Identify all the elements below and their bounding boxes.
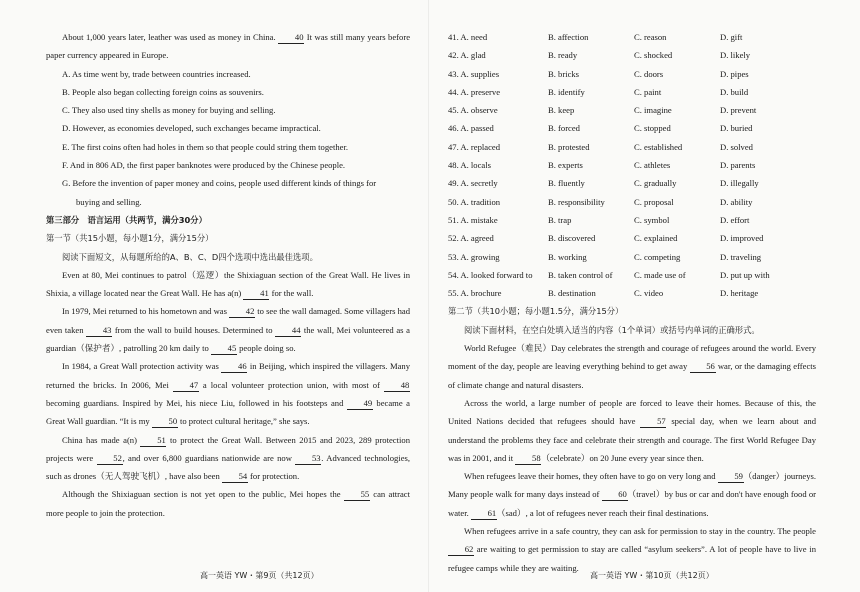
- choice-option: C. reason: [634, 32, 667, 42]
- passage-end-paragraph: [46, 28, 410, 65]
- blank-50: 50: [152, 415, 178, 428]
- section-one-instruction: 阅读下面短文，从每题所给的A、B、C、D四个选项中选出最佳选项。: [62, 251, 318, 262]
- text-segment: are waiting to get permission to stay are called “asylum seekers”. A lot of people have to live in refugee camps while they are waiting.: [448, 544, 816, 573]
- choice-option: B. forced: [548, 123, 580, 134]
- cloze-paragraph-2: [46, 302, 410, 357]
- cloze-choices-table: [448, 28, 816, 302]
- blank-55: 55: [344, 488, 370, 501]
- choice-option: D. gift: [720, 32, 743, 42]
- choice-option: B. working: [548, 251, 587, 262]
- text-segment: for protection.: [247, 471, 300, 482]
- blank-59: 59: [718, 470, 744, 483]
- choice-row: [448, 266, 816, 284]
- seven-choice-options: [46, 65, 410, 175]
- text-segment: for the wall.: [269, 288, 314, 299]
- choice-row: [448, 229, 816, 247]
- choice-option: D. pipes: [720, 68, 749, 79]
- option-item: C. They also used tiny shells as money for buying and selling.: [62, 105, 276, 116]
- choice-option: D. likely: [720, 50, 751, 61]
- cloze-paragraph-3: [46, 357, 410, 430]
- text-segment: Although the Shixiaguan section is not yet open to the public, Mei hopes the: [62, 489, 344, 500]
- choice-option: 45. A. observe: [448, 105, 498, 116]
- text-segment: （travel）by bus or car and don't have enough food or water.: [448, 489, 817, 518]
- choice-option: 55. A. brochure: [448, 288, 502, 299]
- choice-option: D. solved: [720, 141, 753, 152]
- blank-42: 42: [229, 305, 255, 318]
- choice-option: 51. A. mistake: [448, 214, 498, 225]
- choice-option: D. illegally: [720, 178, 759, 189]
- choice-option: 48. A. locals: [448, 160, 491, 171]
- choice-row: [448, 119, 816, 137]
- choice-option: 46. A. passed: [448, 123, 494, 134]
- text-segment: China has made a(n): [62, 434, 141, 445]
- choice-option: 43. A. supplies: [448, 68, 500, 79]
- grammar-paragraph-3: [448, 467, 816, 522]
- text-segment: from the wall to build houses. Determined to: [112, 324, 276, 335]
- text-segment: to protect the Great Wall. Between 2015 and 2023, 289 protection projects were: [46, 434, 410, 463]
- text-segment: World Refugee（难民）Day celebrates the strength and courage of refugees around the world. Every moment of the day, people are leaving everything behind to get away: [448, 343, 816, 372]
- choice-option: C. competing: [634, 251, 681, 262]
- choice-option: 41. A. need: [448, 32, 488, 42]
- section-one-heading: 第一节（共15小题，每小题1分，满分15分）: [46, 233, 214, 244]
- option-item: E. The first coins often had holes in them so that people could string them together.: [62, 141, 349, 152]
- choice-option: D. buried: [720, 123, 753, 134]
- choice-row: [448, 28, 816, 46]
- left-page: [46, 28, 410, 522]
- text-segment: When refugees arrive in a safe country, they can ask for permission to stay in the country. The people: [464, 526, 816, 537]
- blank-49: 49: [347, 397, 373, 410]
- choice-option: B. experts: [548, 160, 583, 171]
- choice-option: 53. A. growing: [448, 251, 500, 262]
- section-two-instruction: 阅读下面材料，在空白处填入适当的内容（1个单词）或括号内单词的正确形式。: [464, 324, 760, 335]
- text-segment: war, or the damaging effects of climate change and natural disasters.: [448, 361, 817, 390]
- cloze-paragraph-4: [46, 431, 410, 486]
- choice-option: C. established: [634, 141, 683, 152]
- blank-56: 56: [690, 360, 716, 373]
- blank-57: 57: [640, 415, 666, 428]
- text-segment: the wall, Mei volunteered as a guardian（保护者）, patrolling 20 km daily to: [46, 324, 410, 354]
- blank-60: 60: [602, 488, 628, 501]
- choice-option: C. stopped: [634, 123, 671, 134]
- choice-option: C. video: [634, 288, 664, 299]
- text-segment: （celebrate）on 20 June every year since then.: [541, 452, 704, 463]
- choice-row: [448, 46, 816, 64]
- grammar-paragraph-4: [448, 522, 816, 577]
- option-g: G. Before the invention of paper money and coins, people used different kinds of things for: [62, 178, 377, 189]
- choice-option: B. responsibility: [548, 196, 605, 207]
- text-segment: becoming guardians. Inspired by Mei, his niece Liu, followed in his footsteps and: [46, 397, 347, 408]
- choice-option: 47. A. replaced: [448, 141, 501, 152]
- choice-option: B. taken control of: [548, 269, 613, 280]
- text-segment: became a Great Wall guardian. “It is my: [46, 397, 410, 427]
- choice-option: D. parents: [720, 160, 756, 171]
- choice-option: 49. A. secretly: [448, 178, 498, 189]
- blank-43: 43: [86, 324, 112, 337]
- text-segment: In 1984, a Great Wall protection activity was: [62, 361, 222, 372]
- blank-53: 53: [295, 452, 321, 465]
- choice-option: B. discovered: [548, 233, 596, 244]
- blank-40: 40: [278, 31, 304, 44]
- choice-option: D. prevent: [720, 105, 757, 116]
- page-fold: [428, 0, 429, 592]
- choice-row: [448, 284, 816, 302]
- choice-option: D. traveling: [720, 251, 762, 262]
- text-segment: （sad）, a lot of refugees never reach their final destinations.: [496, 507, 709, 518]
- choice-option: C. made use of: [634, 269, 686, 280]
- choice-option: C. explained: [634, 233, 678, 244]
- text-segment: can attract more people to join the protection.: [46, 489, 410, 518]
- choice-row: [448, 211, 816, 229]
- choice-option: B. ready: [548, 50, 578, 61]
- text-segment: a local volunteer protection union, with most of: [198, 379, 384, 390]
- option-item: B. People also began collecting foreign coins as souvenirs.: [62, 86, 264, 97]
- text-segment: Across the world, a large number of people are forced to leave their homes. Because of this, the United Nations decided that refugees should have: [448, 397, 816, 427]
- choice-option: 52. A. agreed: [448, 233, 494, 244]
- choice-row: [448, 193, 816, 211]
- choice-option: C. symbol: [634, 214, 670, 225]
- choice-option: B. fluently: [548, 178, 585, 189]
- grammar-paragraph-1: [448, 339, 816, 394]
- page-footer-left: 高一英语 YW・第9页（共12页）: [200, 571, 319, 580]
- blank-62: 62: [448, 543, 474, 556]
- blank-41: 41: [243, 287, 269, 300]
- choice-row: [448, 65, 816, 83]
- choice-row: [448, 174, 816, 192]
- blank-44: 44: [275, 324, 301, 337]
- choice-option: D. put up with: [720, 269, 770, 280]
- choice-row: [448, 156, 816, 174]
- text-segment: Even at 80, Mei continues to patrol（巡逻）the Shixiaguan section of the Great Wall. He lives in Shixia, a village located near the Great Wall. He has a(n): [46, 269, 410, 299]
- choice-option: C. gradually: [634, 178, 677, 189]
- right-page: [448, 28, 816, 577]
- choice-option: 50. A. tradition: [448, 196, 501, 207]
- choice-row: [448, 101, 816, 119]
- choice-option: C. proposal: [634, 196, 674, 207]
- choice-option: C. doors: [634, 68, 664, 79]
- cloze-paragraph-1: [46, 266, 410, 303]
- option-item: D. However, as economies developed, such exchanges became impractical.: [62, 123, 321, 134]
- blank-47: 47: [173, 379, 199, 392]
- text-segment: special day, when we learn about and understand the problems they face and celebrate their strength and courage. The first World Refugee Day was in 2001, and it: [448, 416, 816, 463]
- choice-row: [448, 83, 816, 101]
- text-segment: people doing so.: [236, 343, 296, 354]
- choice-option: D. improved: [720, 233, 764, 244]
- choice-option: D. heritage: [720, 288, 759, 299]
- text-segment: , and over 6,800 guardians nationwide are now: [122, 452, 296, 463]
- grammar-paragraph-2: [448, 394, 816, 467]
- choice-option: C. shocked: [634, 50, 673, 61]
- blank-48: 48: [384, 379, 410, 392]
- text-segment: . Advanced technologies, such as drones（无人驾驶飞机）, have also been: [46, 452, 410, 482]
- choice-option: D. build: [720, 86, 749, 97]
- text-segment: In 1979, Mei returned to his hometown and was: [62, 306, 230, 317]
- choice-option: B. affection: [548, 32, 589, 42]
- choice-option: B. keep: [548, 105, 575, 116]
- choice-option: D. effort: [720, 214, 750, 225]
- text-segment: （danger）journeys. Many people walk for many days instead of: [448, 471, 816, 500]
- text-segment: It was still many years before paper currency appeared in Europe.: [46, 32, 411, 61]
- text-segment: to protect cultural heritage,” she says.: [177, 416, 310, 427]
- part-three-heading: 第三部分 语言运用（共两节，满分30分）: [46, 214, 207, 225]
- text-segment: About 1,000 years later, leather was used as money in China.: [62, 32, 279, 42]
- choice-option: B. bricks: [548, 68, 580, 79]
- blank-58: 58: [515, 452, 541, 465]
- blank-46: 46: [221, 360, 247, 373]
- blank-51: 51: [140, 434, 166, 447]
- option-item: A. As time went by, trade between countries increased.: [62, 68, 251, 79]
- option-item: F. And in 806 AD, the first paper banknotes were produced by the Chinese people.: [62, 160, 346, 171]
- choice-option: 42. A. glad: [448, 50, 486, 61]
- text-segment: in Beijing, which inspired the villagers. Many returned the bricks. In 2006, Mei: [46, 361, 410, 390]
- choice-option: B. destination: [548, 288, 596, 299]
- choice-option: D. ability: [720, 196, 753, 207]
- blank-52: 52: [97, 452, 123, 465]
- choice-row: [448, 138, 816, 156]
- text-segment: When refugees leave their homes, they often have to go on very long and: [464, 471, 718, 482]
- blank-54: 54: [222, 470, 248, 483]
- option-g-continued: buying and selling.: [76, 196, 142, 207]
- blank-61: 61: [471, 507, 497, 520]
- choice-option: C. imagine: [634, 105, 672, 116]
- choice-option: B. protested: [548, 141, 590, 152]
- text-segment: to see the wall damaged. Some villagers had even taken: [46, 306, 410, 335]
- choice-option: 44. A. preserve: [448, 86, 501, 97]
- choice-option: C. athletes: [634, 160, 671, 171]
- cloze-paragraph-5: [46, 485, 410, 522]
- choice-option: B. trap: [548, 214, 572, 225]
- page-footer-right: 高一英语 YW・第10页（共12页）: [590, 571, 714, 580]
- section-two-heading: 第二节（共10小题；每小题1.5分，满分15分）: [448, 306, 624, 317]
- choice-option: 54. A. looked forward to: [448, 269, 533, 280]
- choice-option: C. paint: [634, 86, 662, 97]
- blank-45: 45: [211, 342, 237, 355]
- choice-row: [448, 248, 816, 266]
- choice-option: B. identify: [548, 86, 585, 97]
